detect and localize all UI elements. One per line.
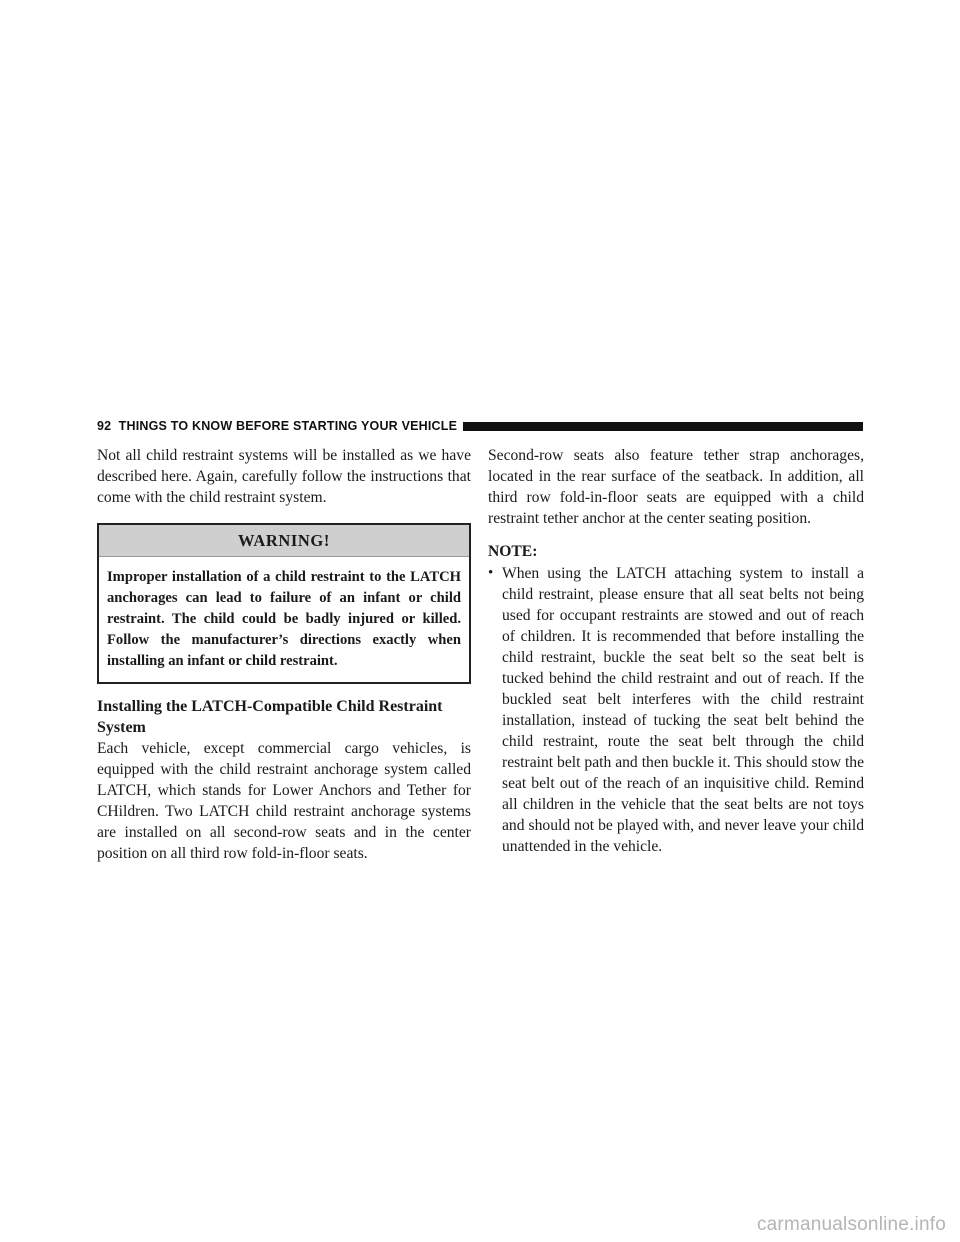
note-heading: NOTE: — [488, 543, 538, 560]
intro-paragraph: Not all child restraint systems will be installed as we have described here. Again, carefully follow the instructions that come with the child restraint system. — [97, 447, 471, 506]
header-rule — [463, 422, 863, 431]
page-header — [97, 416, 863, 436]
latch-description-paragraph: Each vehicle, except commercial cargo vehicles, is equipped with the child restraint anchorage system called LATCH, which stands for Lower Anchors and Tether for CHildren. Two LATCH child restraint anchorage systems are installed on all second-row seats and in the center position on all third row fold-in-floor seats. — [97, 740, 471, 862]
note-bullet-text: When using the LATCH attaching system to install a child restraint, please ensure that all seat belts not being used for occupant restraints are stowed and out of reach of children. It is recommended that before installing the child restraint, buckle the seat belt so the seat belt is tucked behind the child restraint and out of reach. If the buckled seat belt interferes with the child restraint installation, instead of tucking the seat belt behind the child restraint, route the seat belt through the child restraint belt path and then buckle it. This should stow the seat belt out of the reach of an inquisitive child. Remind all children in the vehicle that the seat belts are not toys and should not be played with, and never leave your child unattended in the vehicle. — [502, 565, 864, 855]
tether-paragraph: Second-row seats also feature tether strap anchorages, located in the rear surface of the seatback. In addition, all third row fold-in-floor seats are equipped with a child restraint tether anchor at the center seating position. — [488, 447, 864, 527]
right-column — [488, 445, 864, 857]
section-heading: Installing the LATCH-Compatible Child Restraint System — [97, 698, 443, 736]
warning-body: Improper installation of a child restraint to the LATCH anchorages can lead to failure of an infant or child restraint. The child could be badly injured or killed. Follow the manufacturer’s directions exactly when installing an infant or child restraint. — [107, 569, 461, 669]
bullet-icon: • — [488, 565, 494, 581]
left-column — [97, 445, 471, 864]
header-label — [97, 419, 463, 433]
running-section-title: THINGS TO KNOW BEFORE STARTING YOUR VEHICLE — [118, 419, 458, 433]
note-bullet-item — [488, 563, 864, 857]
watermark: carmanualsonline.info — [756, 1214, 946, 1235]
warning-box — [97, 523, 471, 684]
warning-title: WARNING! — [99, 525, 469, 557]
page-number: 92 — [97, 419, 112, 433]
